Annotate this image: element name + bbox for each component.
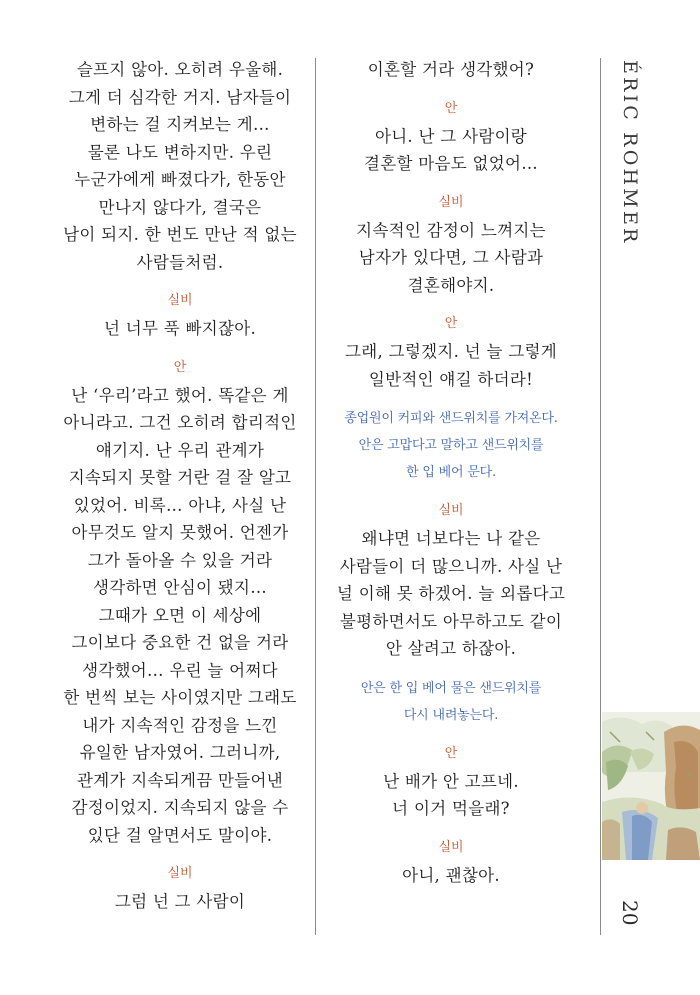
dialogue-line: 넌 너무 푹 빠지잖아.: [103, 319, 257, 338]
dialogue-line: 결혼해야지.: [407, 275, 495, 295]
dialogue-line: 물론 나도 변하지만. 우린: [87, 142, 273, 162]
speaker-name: 실비: [438, 839, 464, 855]
speaker-name: 실비: [167, 866, 193, 881]
dialogue-line: 아니, 괜찮아.: [402, 865, 500, 885]
running-title-text: ÉRIC ROHMER: [619, 60, 641, 246]
dialogue-line: 너 이거 먹을래?: [392, 799, 510, 818]
dialogue-block: [322, 123, 580, 178]
speaker-name: 안: [173, 359, 187, 375]
dialogue-line: 사람들처럼.: [136, 252, 224, 272]
dialogue-line: 안 살려고 하잖아.: [385, 639, 517, 658]
dialogue-line: 지속되지 못할 거란 걸 잘 알고: [68, 468, 292, 487]
dialogue-line: 아니. 난 그 사람이랑: [374, 126, 528, 146]
dialogue-block: [322, 338, 580, 393]
speaker-name: 안: [444, 745, 458, 761]
dialogue-line: 그게 더 심각한 거지. 남자들이: [68, 87, 292, 107]
dialogue-line: 내가 지속적인 감정을 느낀: [82, 715, 278, 735]
dialogue-line: 아니라고. 그건 오히려 합리적인: [63, 413, 297, 432]
painting-image: [602, 712, 700, 860]
dialogue-block: [322, 768, 580, 823]
dialogue-block: [322, 862, 580, 890]
dialogue-line: 지속적인 감정이 느껴지는: [356, 220, 546, 240]
dialogue-line: 있었어. 비록… 아냐, 사실 난: [73, 495, 287, 515]
speaker-name: 실비: [167, 293, 193, 308]
stage-direction-line: 종업원이 커피와 샌드위치를 가져온다.: [344, 411, 558, 426]
dialogue-line: 그럼 넌 그 사람이: [114, 892, 246, 911]
dialogue-line: 유일한 남자였어. 그러니까,: [79, 743, 281, 762]
dialogue-line: 사람들이 더 많으니까. 사실 난: [339, 556, 563, 576]
dialogue-line: 그가 돌아올 수 있을 거라: [87, 550, 273, 570]
dialogue-line: 생각했어… 우린 늘 어쩌다: [82, 660, 278, 680]
speaker-name: 안: [444, 316, 458, 331]
dialogue-block: [48, 56, 312, 276]
dialogue-line: 난 배가 안 고프네.: [383, 771, 519, 791]
dialogue-line: 불평하면서도 아무하고도 같이: [339, 611, 563, 631]
right-text-column: [322, 56, 580, 889]
stage-direction: [322, 405, 580, 486]
dialogue-line: 만나지 않다가, 결국은: [98, 197, 262, 217]
dialogue-line: 그때가 오면 이 세상에: [98, 605, 262, 625]
dialogue-line: 한 번씩 보는 사이였지만 그래도: [63, 688, 297, 707]
page-number-text: 20: [618, 900, 642, 926]
dialogue-line: 결혼할 마음도 없었어…: [363, 154, 539, 173]
illustration-painting: [602, 712, 700, 860]
dialogue-line: 그래, 그렇겠지. 넌 늘 그렇게: [345, 342, 557, 361]
dialogue-line: 난 ‘우리’라고 했어. 똑같은 게: [71, 385, 289, 405]
dialogue-line: 일반적인 얘길 하더라!: [368, 369, 534, 389]
dialogue-line: 슬프지 않아. 오히려 우울해.: [76, 60, 284, 79]
dialogue-line: 변하는 걸 지켜보는 게…: [90, 115, 270, 134]
dialogue-block: [48, 315, 312, 343]
dialogue-line: 왜냐면 너보다는 나 같은: [361, 529, 541, 548]
stage-direction-line: 안은 한 입 베어 물은 샌드위치를: [360, 680, 542, 696]
speaker-name: 안: [444, 100, 458, 116]
left-text-column: [48, 56, 312, 916]
dialogue-block: [48, 382, 312, 850]
dialogue-line: 감정이었지. 지속되지 않을 수: [71, 798, 289, 817]
dialogue-line: 이혼할 거라 생각했어?: [367, 60, 535, 79]
dialogue-line: 누군가에게 빠졌다가, 한동안: [74, 170, 286, 189]
speaker-name: 실비: [438, 503, 464, 518]
page-number: [610, 900, 650, 950]
running-title: [594, 60, 660, 260]
dialogue-line: 남자가 있다면, 그 사람과: [358, 248, 544, 267]
dialogue-block: [322, 56, 580, 84]
dialogue-line: 남이 되지. 한 번도 만난 적 없는: [63, 225, 297, 244]
dialogue-line: 관계가 지속되게끔 만들어낸: [77, 770, 283, 790]
dialogue-line: 아무것도 알지 못했어. 언젠가: [71, 523, 289, 542]
dialogue-line: 생각하면 안심이 됐지…: [92, 578, 268, 597]
dialogue-block: [322, 525, 580, 663]
stage-direction-line: 다시 내려놓는다.: [403, 707, 499, 723]
column-divider: [315, 58, 316, 935]
stage-direction-line: 안은 고맙다고 말하고 샌드위치를: [358, 438, 544, 453]
speaker-name: 실비: [438, 194, 464, 210]
dialogue-block: [322, 217, 580, 300]
dialogue-line: 그이보다 중요한 건 없을 거라: [71, 633, 289, 652]
dialogue-line: 널 이해 못 하겠어. 늘 외롭다고: [336, 584, 566, 603]
stage-direction: [322, 675, 580, 729]
dialogue-line: 얘기지. 난 우리 관계가: [95, 440, 265, 460]
stage-direction-line: 한 입 베어 문다.: [406, 465, 496, 480]
dialogue-block: [48, 888, 312, 916]
dialogue-line: 있단 걸 알면서도 말이야.: [87, 825, 273, 845]
